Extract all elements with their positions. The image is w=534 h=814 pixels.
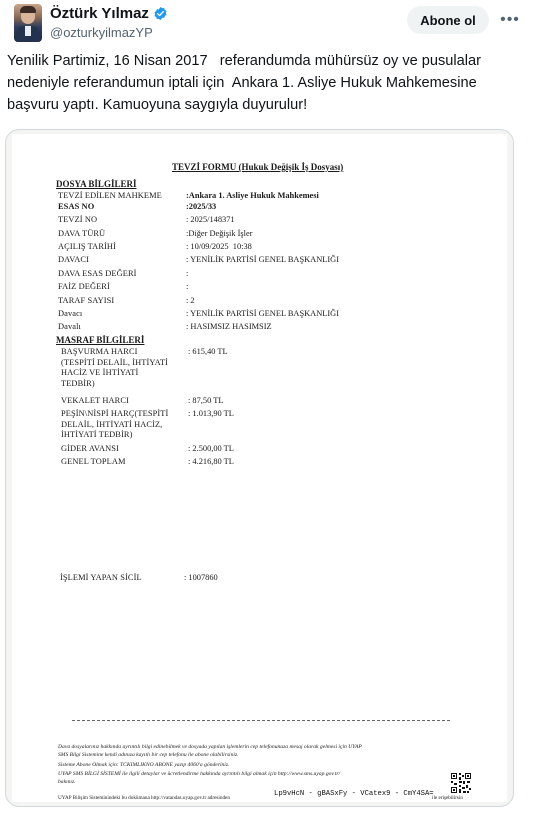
file-row-label: DAVA TÜRÜ: [58, 229, 106, 238]
footer-note-line: SMS Bilgi Sistemine kendi adınıza kayıtlı bir cep telefonu ile abone olabilirsiniz.: [58, 752, 239, 758]
file-row-label: Davalı: [58, 322, 81, 331]
follow-button[interactable]: Abone ol: [407, 6, 489, 34]
footer-note-line: Sisteme Abone Olmak için: TCKIMLIKNO ABONE yazıp 4060'a gönderiniz.: [58, 762, 230, 768]
file-row-label: ESAS NO: [58, 202, 95, 211]
tweet-media-image[interactable]: [5, 129, 514, 807]
file-row-value: : 10/09/2025 10:38: [186, 242, 252, 251]
tweet-header: [0, 0, 534, 48]
file-row-value: :: [186, 269, 189, 278]
expense-row-label: VEKALET HARCI: [61, 396, 129, 405]
file-row-value: : YENİLİK PARTİSİ GENEL BAŞKANLIĞI: [186, 255, 340, 264]
expense-row-label: GENEL TOPLAM: [61, 457, 126, 466]
expense-row-value: : 4.216,80 TL: [188, 457, 234, 466]
divider: [72, 720, 450, 721]
file-row-value: : 2025/148371: [186, 215, 235, 224]
expense-row-label: GİDER AVANSI: [61, 444, 119, 453]
qr-code-icon: [450, 772, 472, 794]
registry-label: İŞLEMİ YAPAN SİCİL: [60, 573, 142, 582]
document-title: TEVZİ FORMU (Hukuk Değişik İş Dosyası): [172, 162, 344, 172]
registry-value: : 1007860: [184, 573, 218, 582]
file-row-label: TARAF SAYISI: [58, 296, 115, 305]
author-name-row[interactable]: [50, 5, 168, 22]
footer-note-line: UYAP SMS BİLGİ SİSTEMİ ile ilgili detaylar ve ücretlendirme hakkında ayrıntılı bilgi almak için http://www.sms.uyap.gov.tr/: [58, 771, 341, 777]
verification-suffix: ile erişebilirsin: [432, 795, 463, 801]
file-row-value: :Diğer Değişik İşler: [186, 229, 253, 238]
author-handle[interactable]: @ozturkyilmazYP: [50, 25, 153, 40]
file-row-label: Davacı: [58, 309, 83, 318]
file-row-label: FAİZ DEĞERİ: [58, 282, 110, 291]
expense-row-value: : 1.013,90 TL: [188, 409, 234, 418]
more-horizontal-icon[interactable]: •••: [500, 11, 520, 28]
expense-row-label: PEŞİN\NİSPİ HARÇ(TESPİTİ DELAİL, İHTİYATİ HACİZ, İHTİYATİ TEDBİR): [61, 409, 169, 439]
file-row-value: : 2: [186, 296, 195, 305]
expense-row-value: : 87,50 TL: [188, 396, 224, 405]
verified-badge-icon: [153, 6, 168, 21]
footer-small-print: UYAP Bilişim Sisteminindeki bu dokümana http://vatandas.uyap.gov.tr adresinden: [58, 795, 230, 801]
file-row-value: :Ankara 1. Asliye Hukuk Mahkemesi: [186, 191, 319, 200]
file-row-value: :: [186, 282, 189, 291]
file-row-label: AÇILIŞ TARİHİ: [58, 242, 116, 251]
file-row-value: : HASIMSIZ HASIMSIZ: [186, 322, 272, 331]
file-row-value: : YENİLİK PARTİSİ GENEL BAŞKANLIĞI: [186, 309, 340, 318]
expense-row-value: : 615,40 TL: [188, 347, 228, 356]
avatar[interactable]: [14, 4, 42, 42]
section-expense-info: MASRAF BİLGİLERİ: [56, 335, 145, 345]
tweet-text: Yenilik Partimiz, 16 Nisan 2017 referandumda mühürsüz oy ve pusulalar nedeniyle referandumun iptali için Ankara 1. Asliye Hukuk Mahkemesine başvuru yaptı. Kamuoyuna saygıyla duyurulur!: [7, 53, 486, 113]
file-row-label: DAVACI: [58, 255, 90, 264]
author-name[interactable]: Öztürk Yılmaz: [50, 5, 149, 22]
document-scan: [12, 134, 507, 802]
verification-code: Lp9vHcN - gBASxFy - VCatex9 - CmY4SA=: [274, 790, 434, 798]
expense-row-label: BAŞVURMA HARCI (TESPİTİ DELAİL, İHTİYATİ HACİZ VE İHTİYATİ TEDBİR): [61, 347, 168, 388]
file-row-label: DAVA ESAS DEĞERİ: [58, 269, 137, 278]
file-row-value: :2025/33: [186, 202, 217, 211]
footer-note-line: bakınız.: [58, 779, 76, 785]
file-row-label: TEVZİ EDİLEN MAHKEME: [58, 191, 162, 200]
file-row-label: TEVZİ NO: [58, 215, 98, 224]
expense-row-value: : 2.500,00 TL: [188, 444, 234, 453]
section-file-info: DOSYA BİLGİLERİ: [56, 179, 137, 189]
footer-note-line: Dava dosyalarınız hakkında ayrıntılı bilgi edinebilmek ve dosyada yapılan işlemlerin cep telefonunuza mesaj olarak gelmesi için UYAP: [58, 744, 362, 750]
